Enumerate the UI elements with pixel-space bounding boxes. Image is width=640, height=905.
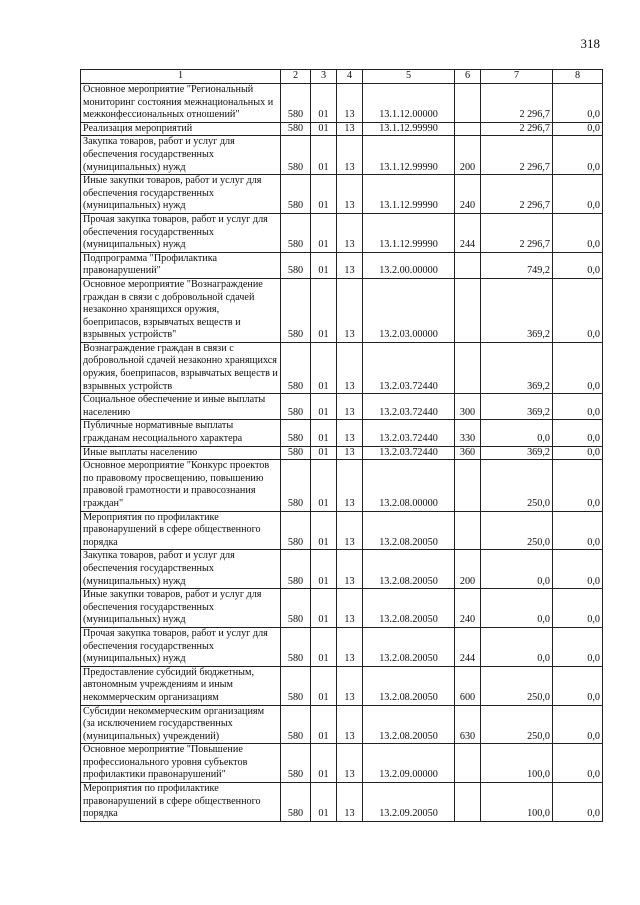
subsection-code-cell: 13 xyxy=(337,342,363,393)
table-row xyxy=(81,666,603,705)
target-article-cell: 13.2.03.00000 xyxy=(363,278,455,342)
column-header: 8 xyxy=(553,70,603,84)
table-body xyxy=(81,84,603,822)
amount-cell: 250,0 xyxy=(481,460,553,511)
expense-type-cell: 200 xyxy=(455,136,481,175)
subsection-code-cell: 13 xyxy=(337,627,363,666)
page-number: 318 xyxy=(580,36,600,51)
item-name-cell: Закупка товаров, работ и услуг для обеспечения государственных (муниципальных) нужд xyxy=(81,136,281,175)
section-code-cell: 01 xyxy=(311,213,337,252)
subsection-code-cell: 13 xyxy=(337,511,363,550)
subsection-code-cell: 13 xyxy=(337,446,363,460)
item-name-cell: Основное мероприятие "Региональный мониторинг состояния межнациональных и межконфессиональных отношений" xyxy=(81,84,281,123)
amount-cell: 369,2 xyxy=(481,394,553,420)
section-code-cell: 01 xyxy=(311,252,337,278)
ministry-code-cell: 580 xyxy=(281,511,311,550)
amount-cell: 0,0 xyxy=(481,589,553,628)
subsection-code-cell: 13 xyxy=(337,744,363,783)
amount-cell: 2 296,7 xyxy=(481,136,553,175)
amount-secondary-cell: 0,0 xyxy=(553,342,603,393)
target-article-cell: 13.2.03.72440 xyxy=(363,342,455,393)
expense-type-cell: 630 xyxy=(455,705,481,744)
table-row xyxy=(81,136,603,175)
subsection-code-cell: 13 xyxy=(337,252,363,278)
item-name-cell: Предоставление субсидий бюджетным, автономным учреждениям и иным некоммерческим организациям xyxy=(81,666,281,705)
table-row xyxy=(81,460,603,511)
expense-type-cell xyxy=(455,84,481,123)
item-name-cell: Мероприятия по профилактике правонарушений в сфере общественного порядка xyxy=(81,511,281,550)
target-article-cell: 13.2.08.20050 xyxy=(363,627,455,666)
amount-secondary-cell: 0,0 xyxy=(553,394,603,420)
table-row xyxy=(81,589,603,628)
amount-secondary-cell: 0,0 xyxy=(553,460,603,511)
section-code-cell: 01 xyxy=(311,394,337,420)
table-row xyxy=(81,122,603,136)
table-row xyxy=(81,783,603,822)
amount-cell: 749,2 xyxy=(481,252,553,278)
section-code-cell: 01 xyxy=(311,589,337,628)
item-name-cell: Прочая закупка товаров, работ и услуг для обеспечения государственных (муниципальных) нужд xyxy=(81,213,281,252)
table-row xyxy=(81,394,603,420)
ministry-code-cell: 580 xyxy=(281,136,311,175)
column-header: 7 xyxy=(481,70,553,84)
target-article-cell: 13.2.08.20050 xyxy=(363,550,455,589)
expense-type-cell xyxy=(455,122,481,136)
ministry-code-cell: 580 xyxy=(281,589,311,628)
expense-type-cell xyxy=(455,744,481,783)
ministry-code-cell: 580 xyxy=(281,175,311,214)
table-row xyxy=(81,511,603,550)
target-article-cell: 13.2.08.20050 xyxy=(363,589,455,628)
item-name-cell: Социальное обеспечение и иные выплаты населению xyxy=(81,394,281,420)
target-article-cell: 13.2.03.72440 xyxy=(363,446,455,460)
ministry-code-cell: 580 xyxy=(281,394,311,420)
amount-cell: 2 296,7 xyxy=(481,175,553,214)
section-code-cell: 01 xyxy=(311,783,337,822)
item-name-cell: Иные закупки товаров, работ и услуг для обеспечения государственных (муниципальных) нужд xyxy=(81,589,281,628)
section-code-cell: 01 xyxy=(311,446,337,460)
table-row xyxy=(81,550,603,589)
column-header: 4 xyxy=(337,70,363,84)
ministry-code-cell: 580 xyxy=(281,342,311,393)
section-code-cell: 01 xyxy=(311,420,337,446)
amount-secondary-cell: 0,0 xyxy=(553,627,603,666)
ministry-code-cell: 580 xyxy=(281,460,311,511)
expense-type-cell xyxy=(455,460,481,511)
target-article-cell: 13.2.08.20050 xyxy=(363,705,455,744)
expense-type-cell: 360 xyxy=(455,446,481,460)
expense-type-cell: 600 xyxy=(455,666,481,705)
expense-type-cell: 244 xyxy=(455,213,481,252)
amount-secondary-cell: 0,0 xyxy=(553,420,603,446)
ministry-code-cell: 580 xyxy=(281,550,311,589)
item-name-cell: Иные закупки товаров, работ и услуг для обеспечения государственных (муниципальных) нужд xyxy=(81,175,281,214)
amount-cell: 100,0 xyxy=(481,783,553,822)
amount-cell: 369,2 xyxy=(481,342,553,393)
section-code-cell: 01 xyxy=(311,278,337,342)
target-article-cell: 13.2.00.00000 xyxy=(363,252,455,278)
target-article-cell: 13.1.12.99990 xyxy=(363,175,455,214)
ministry-code-cell: 580 xyxy=(281,744,311,783)
target-article-cell: 13.1.12.99990 xyxy=(363,136,455,175)
ministry-code-cell: 580 xyxy=(281,705,311,744)
table-row xyxy=(81,627,603,666)
section-code-cell: 01 xyxy=(311,175,337,214)
expense-type-cell xyxy=(455,278,481,342)
subsection-code-cell: 13 xyxy=(337,278,363,342)
target-article-cell: 13.2.08.20050 xyxy=(363,666,455,705)
subsection-code-cell: 13 xyxy=(337,705,363,744)
expense-type-cell: 240 xyxy=(455,589,481,628)
ministry-code-cell: 580 xyxy=(281,783,311,822)
column-header: 6 xyxy=(455,70,481,84)
target-article-cell: 13.1.12.00000 xyxy=(363,84,455,123)
amount-secondary-cell: 0,0 xyxy=(553,175,603,214)
expense-type-cell xyxy=(455,252,481,278)
column-header: 1 xyxy=(81,70,281,84)
section-code-cell: 01 xyxy=(311,136,337,175)
expense-type-cell: 300 xyxy=(455,394,481,420)
item-name-cell: Основное мероприятие "Конкурс проектов по правовому просвещению, повышению правовой грамотности и правосознания граждан" xyxy=(81,460,281,511)
ministry-code-cell: 580 xyxy=(281,420,311,446)
section-code-cell: 01 xyxy=(311,342,337,393)
section-code-cell: 01 xyxy=(311,550,337,589)
amount-secondary-cell: 0,0 xyxy=(553,783,603,822)
amount-secondary-cell: 0,0 xyxy=(553,550,603,589)
ministry-code-cell: 580 xyxy=(281,666,311,705)
header-row xyxy=(81,70,603,84)
amount-secondary-cell: 0,0 xyxy=(553,511,603,550)
column-header: 5 xyxy=(363,70,455,84)
target-article-cell: 13.2.08.00000 xyxy=(363,460,455,511)
section-code-cell: 01 xyxy=(311,705,337,744)
table-row xyxy=(81,252,603,278)
section-code-cell: 01 xyxy=(311,460,337,511)
amount-secondary-cell: 0,0 xyxy=(553,84,603,123)
amount-secondary-cell: 0,0 xyxy=(553,705,603,744)
subsection-code-cell: 13 xyxy=(337,394,363,420)
amount-cell: 250,0 xyxy=(481,705,553,744)
amount-secondary-cell: 0,0 xyxy=(553,666,603,705)
amount-cell: 250,0 xyxy=(481,511,553,550)
section-code-cell: 01 xyxy=(311,84,337,123)
ministry-code-cell: 580 xyxy=(281,446,311,460)
ministry-code-cell: 580 xyxy=(281,278,311,342)
amount-secondary-cell: 0,0 xyxy=(553,278,603,342)
expense-type-cell xyxy=(455,342,481,393)
target-article-cell: 13.2.03.72440 xyxy=(363,394,455,420)
expense-type-cell xyxy=(455,783,481,822)
ministry-code-cell: 580 xyxy=(281,84,311,123)
amount-cell: 369,2 xyxy=(481,278,553,342)
subsection-code-cell: 13 xyxy=(337,175,363,214)
column-header: 3 xyxy=(311,70,337,84)
table-row xyxy=(81,705,603,744)
target-article-cell: 13.2.03.72440 xyxy=(363,420,455,446)
subsection-code-cell: 13 xyxy=(337,550,363,589)
table-row xyxy=(81,420,603,446)
table-row xyxy=(81,744,603,783)
expense-type-cell: 200 xyxy=(455,550,481,589)
subsection-code-cell: 13 xyxy=(337,84,363,123)
table-row xyxy=(81,175,603,214)
subsection-code-cell: 13 xyxy=(337,213,363,252)
target-article-cell: 13.1.12.99990 xyxy=(363,122,455,136)
ministry-code-cell: 580 xyxy=(281,213,311,252)
amount-cell: 0,0 xyxy=(481,550,553,589)
item-name-cell: Мероприятия по профилактике правонарушений в сфере общественного порядка xyxy=(81,783,281,822)
expense-type-cell xyxy=(455,511,481,550)
item-name-cell: Вознаграждение граждан в связи с добровольной сдачей незаконно хранящихся оружия, боеприпасов, взрывчатых веществ и взрывных устройств xyxy=(81,342,281,393)
amount-secondary-cell: 0,0 xyxy=(553,122,603,136)
budget-table xyxy=(80,69,603,822)
amount-cell: 2 296,7 xyxy=(481,84,553,123)
item-name-cell: Прочая закупка товаров, работ и услуг для обеспечения государственных (муниципальных) нужд xyxy=(81,627,281,666)
section-code-cell: 01 xyxy=(311,122,337,136)
amount-cell: 2 296,7 xyxy=(481,122,553,136)
amount-secondary-cell: 0,0 xyxy=(553,136,603,175)
table-row xyxy=(81,213,603,252)
column-header: 2 xyxy=(281,70,311,84)
table-row xyxy=(81,342,603,393)
target-article-cell: 13.2.09.00000 xyxy=(363,744,455,783)
ministry-code-cell: 580 xyxy=(281,627,311,666)
section-code-cell: 01 xyxy=(311,511,337,550)
amount-secondary-cell: 0,0 xyxy=(553,744,603,783)
subsection-code-cell: 13 xyxy=(337,783,363,822)
table-row xyxy=(81,278,603,342)
amount-cell: 100,0 xyxy=(481,744,553,783)
subsection-code-cell: 13 xyxy=(337,589,363,628)
item-name-cell: Закупка товаров, работ и услуг для обеспечения государственных (муниципальных) нужд xyxy=(81,550,281,589)
item-name-cell: Публичные нормативные выплаты гражданам несоциального характера xyxy=(81,420,281,446)
subsection-code-cell: 13 xyxy=(337,136,363,175)
ministry-code-cell: 580 xyxy=(281,122,311,136)
amount-cell: 0,0 xyxy=(481,420,553,446)
section-code-cell: 01 xyxy=(311,666,337,705)
subsection-code-cell: 13 xyxy=(337,420,363,446)
table-row xyxy=(81,84,603,123)
item-name-cell: Подпрограмма "Профилактика правонарушений" xyxy=(81,252,281,278)
amount-cell: 250,0 xyxy=(481,666,553,705)
amount-secondary-cell: 0,0 xyxy=(553,589,603,628)
expense-type-cell: 330 xyxy=(455,420,481,446)
item-name-cell: Реализация мероприятий xyxy=(81,122,281,136)
expense-type-cell: 240 xyxy=(455,175,481,214)
section-code-cell: 01 xyxy=(311,744,337,783)
target-article-cell: 13.2.09.20050 xyxy=(363,783,455,822)
amount-secondary-cell: 0,0 xyxy=(553,213,603,252)
amount-secondary-cell: 0,0 xyxy=(553,252,603,278)
item-name-cell: Субсидии некоммерческим организациям (за исключением государственных (муниципальных) учреждений) xyxy=(81,705,281,744)
item-name-cell: Иные выплаты населению xyxy=(81,446,281,460)
amount-cell: 369,2 xyxy=(481,446,553,460)
table-row xyxy=(81,446,603,460)
amount-secondary-cell: 0,0 xyxy=(553,446,603,460)
amount-cell: 2 296,7 xyxy=(481,213,553,252)
subsection-code-cell: 13 xyxy=(337,122,363,136)
section-code-cell: 01 xyxy=(311,627,337,666)
subsection-code-cell: 13 xyxy=(337,460,363,511)
target-article-cell: 13.1.12.99990 xyxy=(363,213,455,252)
expense-type-cell: 244 xyxy=(455,627,481,666)
item-name-cell: Основное мероприятие "Вознаграждение граждан в связи с добровольной сдачей незаконно хранящихся оружия, боеприпасов, взрывчатых веществ и взрывных устройств" xyxy=(81,278,281,342)
ministry-code-cell: 580 xyxy=(281,252,311,278)
subsection-code-cell: 13 xyxy=(337,666,363,705)
amount-cell: 0,0 xyxy=(481,627,553,666)
target-article-cell: 13.2.08.20050 xyxy=(363,511,455,550)
item-name-cell: Основное мероприятие "Повышение профессионального уровня субъектов профилактики правонарушений" xyxy=(81,744,281,783)
